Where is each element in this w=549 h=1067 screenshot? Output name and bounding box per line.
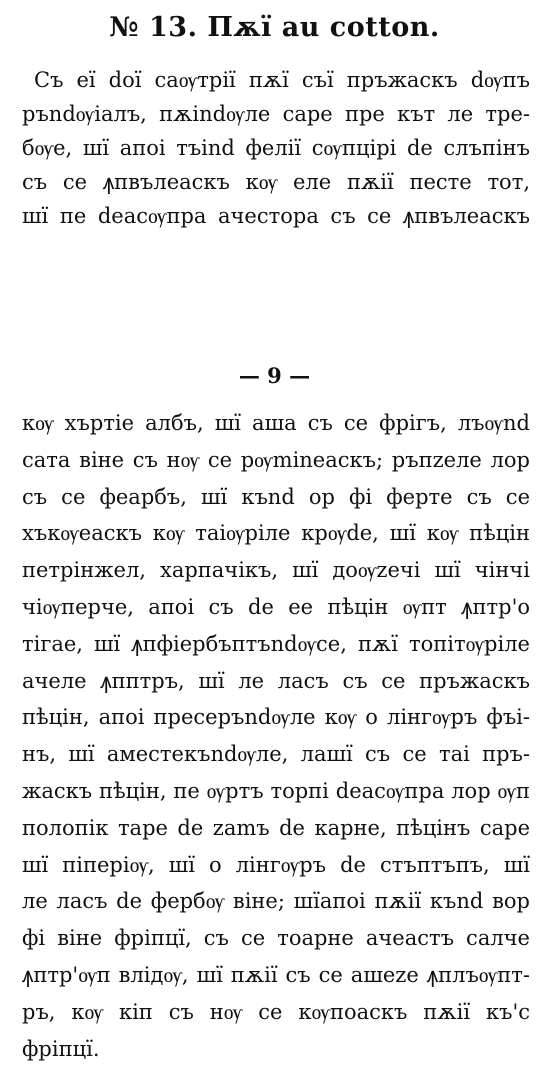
text-line: петрінжел, харпачікъ, шї доѹzечі шї чінчі [22, 558, 530, 583]
text-line: нъ, шї аместекъndѹле, лашї съ се таі пръ- [22, 742, 530, 767]
recipe-paragraph [22, 63, 530, 233]
text-line: ачеле ꙟпптръ, шї ле ласъ съ се пръжаскъ [22, 668, 530, 693]
text-line: фріпцї. [22, 1036, 100, 1061]
page-number: — 9 — [238, 363, 311, 388]
text-line: ръndѹіалъ, пѫіndѹле саре пре кът ле тре- [22, 102, 530, 126]
text-line: бѹе, шї апоі тъind фелії сѹпцірі de слъпінъ [22, 136, 530, 160]
text-line: сата віне съ нѹ се рѹmineаскъ; ръпzеле лор [22, 447, 530, 472]
text-line: съ се ꙟпвълеаскъ кѹ еле пѫії пeсте тот, [22, 170, 530, 194]
text-line: тігае, шї ꙟпфіербъптъndѹсе, пѫї топітѹріле [22, 631, 530, 656]
text-line: кѹ хъртіе албъ, шї аша съ се фрігъ, лъѹnd [22, 411, 530, 435]
recipe-title: № 13. Пѫї au cotton. [109, 12, 440, 43]
text-line: шї пе deасѹпра ачестора съ се ꙟпвълеаскъ [22, 204, 530, 228]
text-line: ꙟптр'ѹп влідѹ, шї пѫії съ се ашеzе ꙟплъѹпт- [22, 962, 530, 987]
continuation-paragraph [22, 405, 530, 1067]
text-line: жаскъ пѣцін, пе ѹртъ торпі deасѹпра лор ѹп [22, 778, 530, 803]
text-line: шї піперіѹ, шї о лінгѹръ de стъптъпъ, шї [22, 852, 530, 877]
text-line: хъкѹеаскъ кѹ таіѹріле крѹde, шї кѹ пѣцін [22, 521, 530, 546]
text-line: пѣцін, апоі пресеръndѹле кѹ о лінгѹръ фъі- [22, 705, 530, 730]
text-line: чіѹперче, апоі съ de ее пѣцін ѹпт ꙟптр'о [22, 594, 530, 619]
text-line: полопік таре de zamъ de карне, пѣцінъ саре [22, 815, 530, 840]
text-line: Съ еї doї саѹтріï пѫї съї пръжаскъ dѹпъ [34, 68, 530, 92]
text-line: съ се феарбъ, шї къnd ор фі ферте съ се [22, 484, 530, 509]
text-line: ръ, кѹ кіп съ нѹ се кѹпоаскъ пѫії къ'с [22, 999, 530, 1024]
text-line: ле ласъ de фербѹ віне; шїапоі пѫії къnd вор [22, 889, 530, 914]
text-line: фі віне фріпцї, съ се тоарне ачеастъ салче [22, 926, 530, 951]
